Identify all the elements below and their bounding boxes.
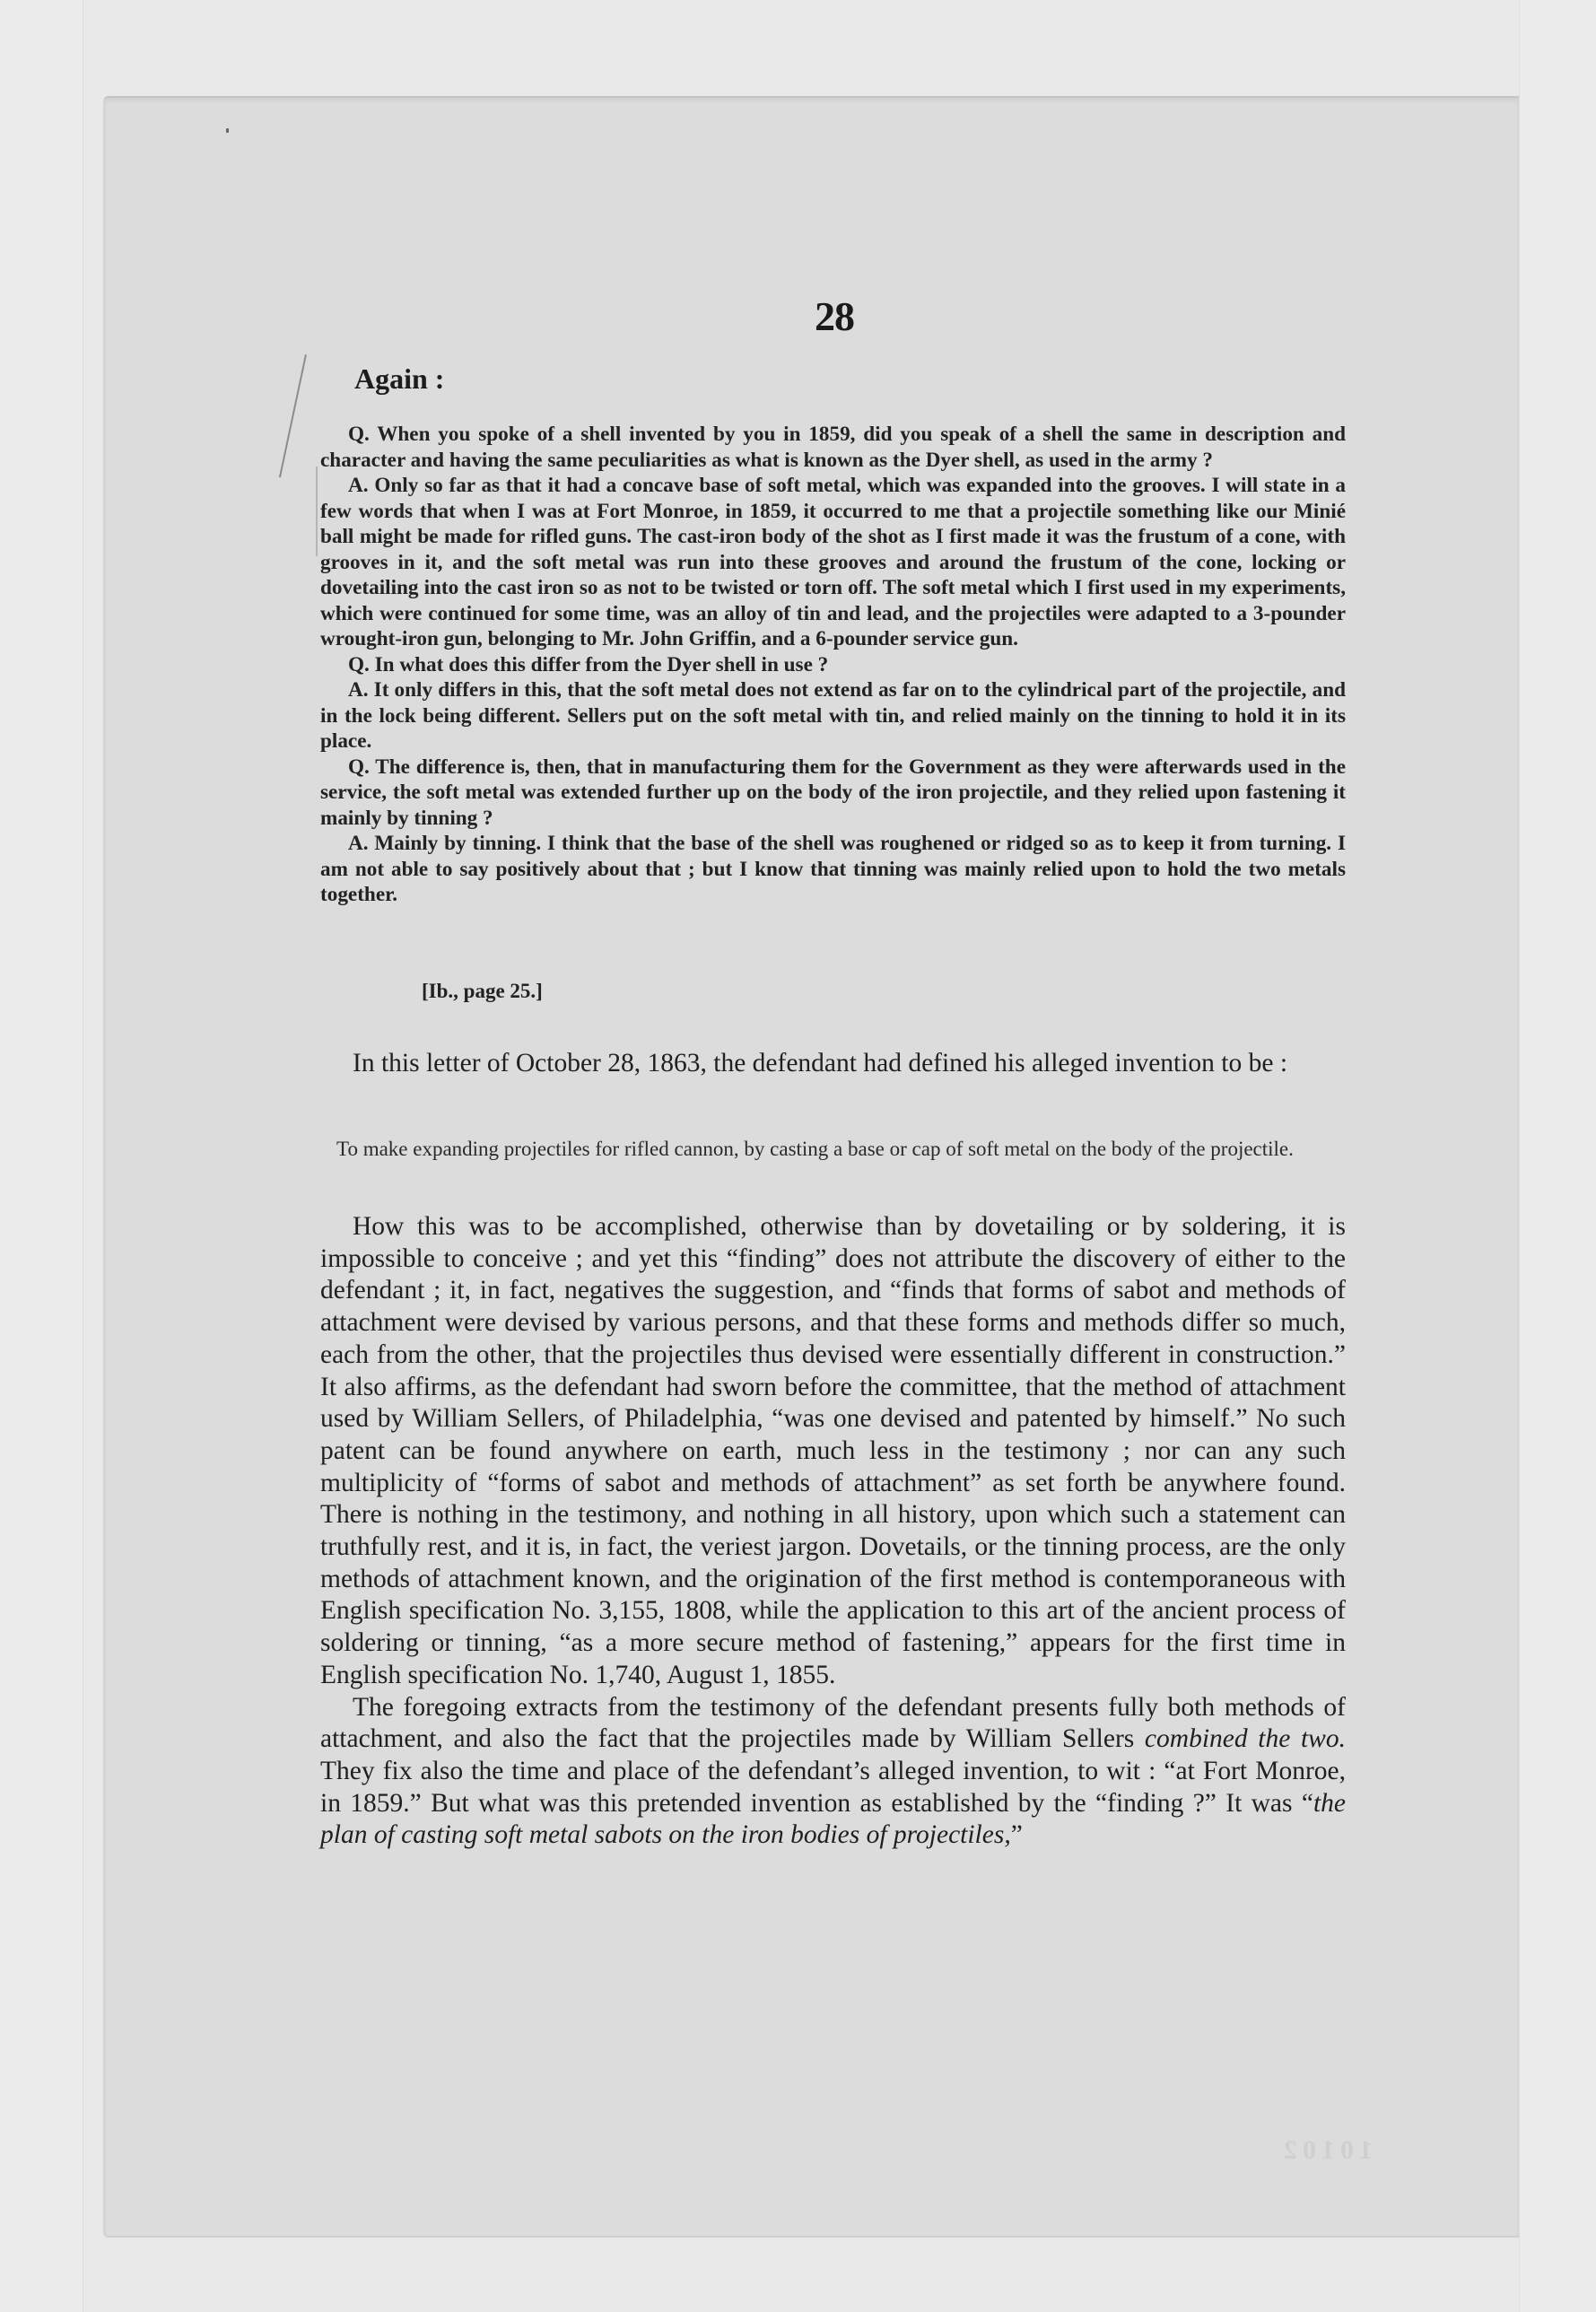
page-number: 28 [815,293,854,339]
testimony-answer: A. It only differs in this, that the soft metal does not extend as far on to the cylindrical part of the projectile, and in the lock being different. Sellers put on the soft metal with tin, and relied mainly on the tinning to hold it in its place. [320,678,1346,753]
quoted-definition: To make expanding projectiles for rifled cannon, by casting a base or cap of soft metal on the body of the projectile. [336,1138,1294,1160]
testimony-answer: A. Only so far as that it had a concave base of soft metal, which was expanded into the grooves. I will state in a few words that when I was at Fort Monroe, in 1859, it occurred to me that a projectile something like our Minié ball might be made for rifled guns. The cast-iron body of the shot as I first made it was the frustum of a cone, with grooves in it, and the soft metal was run into these grooves and around the frustum of the cone, locking or dovetailing into the cast iron so as not to be twisted or torn off. The soft metal which I first used in my experiments, which were continued for some time, was an alloy of tin and lead, and the projectiles were adapted to a 3-pounder wrought-iron gun, belonging to Mr. John Griffin, and a 6-pounder service gun. [320,474,1346,650]
main-text-block [320,1211,1346,1852]
document-page [103,96,1519,2238]
quoted-definition-block [320,1137,1346,1162]
bleed-through-text: 10102 [1278,2135,1373,2165]
emphasis-text: combined the two. [1144,1724,1346,1754]
final-paragraph-text: The foregoing extracts from the testimony of the defendant presents fully both methods of attachment, and also the fact that the projectiles made by William Sellers [320,1692,1346,1754]
testimony-block [320,422,1346,908]
testimony-question: Q. In what does this differ from the Dyer shell in use ? [348,652,829,676]
testimony-question: Q. The difference is, then, that in manufacturing them for the Government as they were afterwards used in the service, the soft metal was extended further up on the body of the iron projectile, and they relied upon fastening it mainly by tinning ? [320,755,1346,830]
closing-quote: ” [1010,1820,1023,1850]
pencil-margin-mark [316,467,318,556]
letter-paragraph-block [320,1048,1346,1080]
testimony-answer: A. Mainly by tinning. I think that the base of the shell was roughened or ridged so as to keep it from turning. I am not able to say positively about that ; but I know that tinning was mainly relied upon to hold the two metals together. [320,832,1346,906]
emphasis-quote: the plan of casting soft metal sabots on the iron bodies of projectiles, [320,1788,1346,1850]
paper-speck [226,128,229,133]
letter-paragraph: In this letter of October 28, 1863, the defendant had defined his alleged invention to be : [353,1049,1288,1077]
final-paragraph-text: They fix also the time and place of the defendant’s alleged invention, to wit : “at Fort Monroe, in 1859.” But what was this pretended invention as established by the “finding ?” It was “ [320,1756,1346,1818]
scan-mat-left [0,0,83,2312]
section-heading: Again : [354,362,445,395]
citation: [Ib., page 25.] [422,980,543,1002]
scan-mat-right [1519,0,1596,2312]
main-paragraph: How this was to be accomplished, otherwise than by dovetailing or by soldering, it is impossible to conceive ; and yet this “finding” does not attribute the discovery of either to the defendant ; it, in fact, negatives the suggestion, and “finds that forms of sabot and methods of attachment were devised by various persons, and that these forms and methods differ so much, each from the other, that the projectiles thus devised were essentially different in construction.” It also affirms, as the defendant had sworn before the committee, that the method of attachment used by William Sellers, of Philadelphia, “was one devised and patented by himself.” No such patent can be found anywhere on earth, much less in the testimony ; nor can any such multiplicity of “forms of sabot and methods of attachment” as set forth be anywhere found. There is nothing in the testimony, and nothing in all history, upon which such a statement can truthfully rest, and it is, in fact, the veriest jargon. Dovetails, or the tinning process, are the only methods of attachment known, and the origination of the first method is contemporaneous with English specification No. 3,155, 1808, while the application to this art of the ancient process of soldering or tinning, “as a more secure method of fastening,” appears for the first time in English specification No. 1,740, August 1, 1855. [320,1212,1346,1689]
final-paragraph [320,1692,1346,1853]
testimony-question: Q. When you spoke of a shell invented by you in 1859, did you speak of a shell the same in description and character and having the same peculiarities as what is known as the Dyer shell, as used in the army ? [320,423,1346,472]
